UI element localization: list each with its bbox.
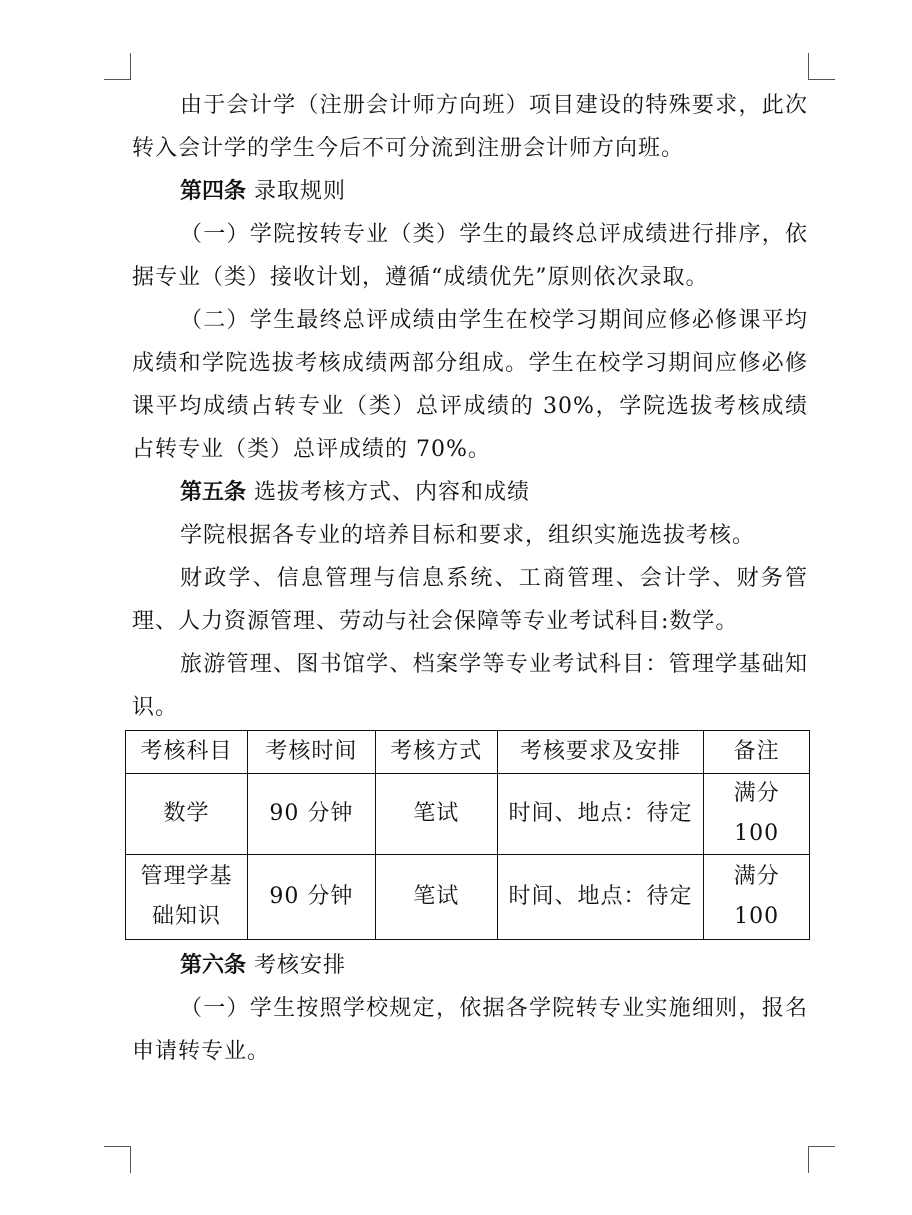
article-6-subtitle: 考核安排	[254, 953, 347, 978]
table-cell-note: 满分 100	[704, 855, 810, 940]
document-body	[132, 84, 808, 1073]
crop-mark-bottom-left	[104, 1146, 131, 1173]
table-header-row	[126, 731, 810, 774]
table-cell-subject: 数学	[126, 774, 248, 855]
table-row	[126, 774, 810, 855]
table-header-cell: 考核科目	[126, 731, 248, 774]
table-cell-arrangement: 时间、地点：待定	[497, 855, 704, 940]
table-cell-duration: 90 分钟	[247, 855, 375, 940]
table-cell-subject: 管理学基础知识	[126, 855, 248, 940]
crop-mark-top-left	[104, 53, 131, 80]
table-row	[126, 855, 810, 940]
crop-mark-top-right	[808, 53, 835, 80]
table-header-cell: 考核要求及安排	[497, 731, 704, 774]
table-cell-note: 满分 100	[704, 774, 810, 855]
article-5-heading	[132, 471, 808, 514]
table-header-cell: 考核时间	[247, 731, 375, 774]
article-5-subtitle: 选拔考核方式、内容和成绩	[254, 480, 531, 505]
exam-table	[125, 730, 810, 940]
article-6-heading	[132, 944, 808, 987]
article-4-subtitle: 录取规则	[254, 179, 347, 204]
article-4-heading	[132, 170, 808, 213]
article-5-number: 第五条	[180, 480, 247, 505]
article-5-paragraph-3: 旅游管理、图书馆学、档案学等专业考试科目：管理学基础知识。	[132, 652, 808, 720]
table-header-cell: 备注	[704, 731, 810, 774]
table-cell-method: 笔试	[375, 855, 497, 940]
table-cell-method: 笔试	[375, 774, 497, 855]
article-5-paragraph-1: 学院根据各专业的培养目标和要求，组织实施选拔考核。	[180, 523, 756, 548]
article-4-number: 第四条	[180, 179, 247, 204]
paragraph-accounting-note: 由于会计学（注册会计师方向班）项目建设的特殊要求，此次转入会计学的学生今后不可分流到注册会计师方向班。	[132, 93, 808, 161]
article-6-paragraph-1: （一）学生按照学校规定，依据各学院转专业实施细则，报名申请转专业。	[132, 996, 808, 1064]
table-header-cell: 考核方式	[375, 731, 497, 774]
crop-mark-bottom-right	[808, 1146, 835, 1173]
article-6-number: 第六条	[180, 953, 247, 978]
article-4-paragraph-2: （二）学生最终总评成绩由学生在校学习期间应修必修课平均成绩和学院选拔考核成绩两部分组成。学生在校学习期间应修必修课平均成绩占转专业（类）总评成绩的 30%，学院选拔考核成绩占转专业（类）总评成绩的 70%。	[132, 308, 808, 462]
table-cell-duration: 90 分钟	[247, 774, 375, 855]
article-4-paragraph-1: （一）学院按转专业（类）学生的最终总评成绩进行排序，依据专业（类）接收计划，遵循“成绩优先”原则依次录取。	[132, 222, 808, 290]
article-5-paragraph-2: 财政学、信息管理与信息系统、工商管理、会计学、财务管理、人力资源管理、劳动与社会保障等专业考试科目:数学。	[132, 566, 808, 634]
table-cell-arrangement: 时间、地点：待定	[497, 774, 704, 855]
